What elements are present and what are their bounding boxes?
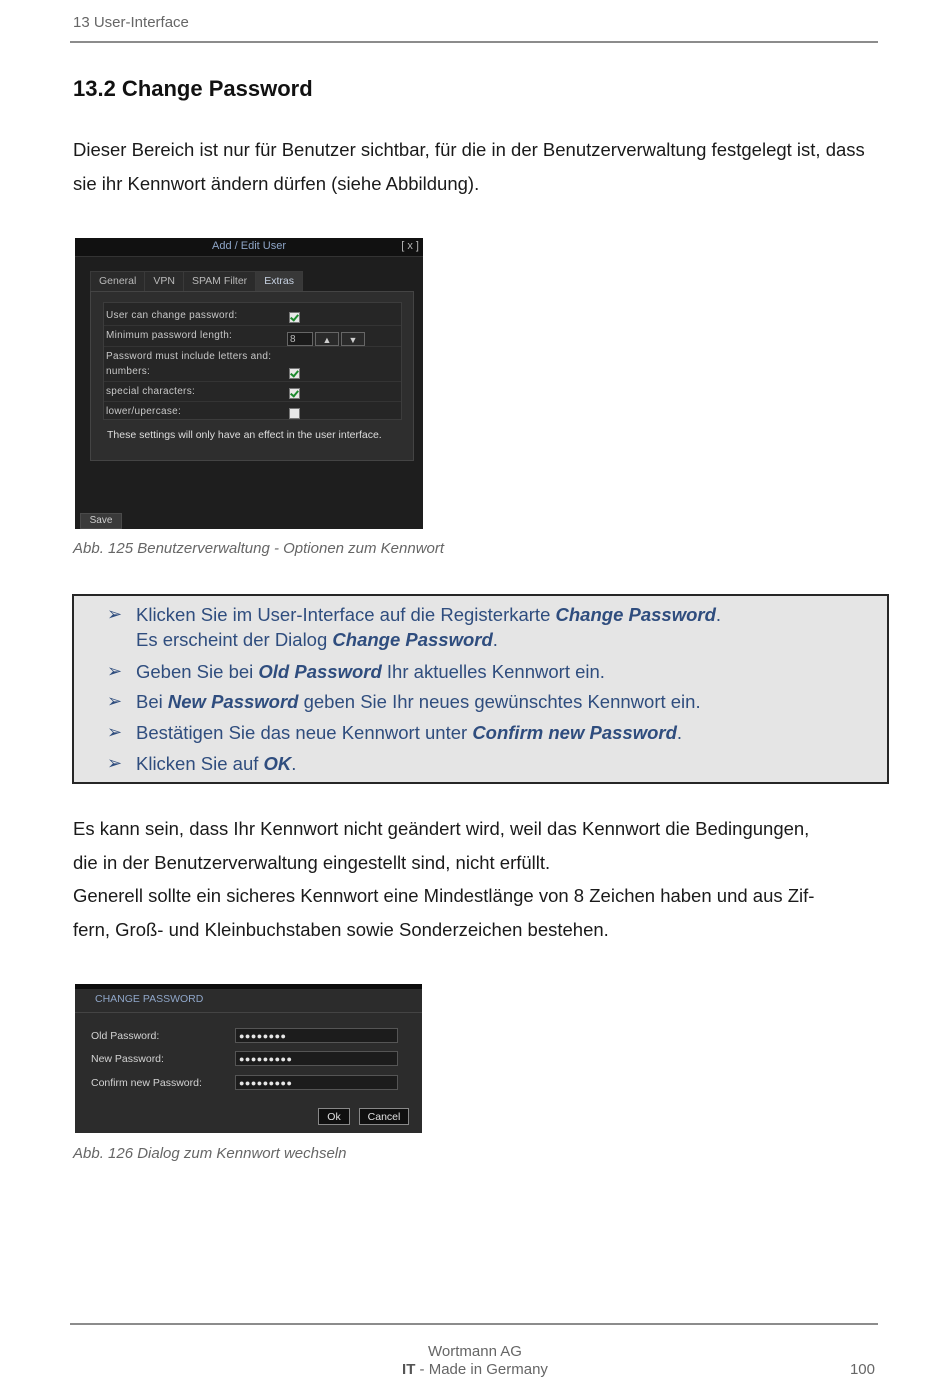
case-checkbox[interactable] [289,408,300,419]
window-title: Add / Edit User [212,240,286,252]
letters-label: Password must include letters and: [106,351,272,362]
bullet-arrow-icon: ➢ [107,722,123,742]
password-options [103,302,402,420]
save-button[interactable]: Save [80,513,122,529]
settings-note: These settings will only have an effect in the user interface. [107,429,382,441]
ok-button[interactable]: Ok [318,1108,350,1125]
step-4: Bestätigen Sie das neue Kennwort unter Confirm new Password. [136,722,683,743]
change-password-label: User can change password: [106,310,238,321]
divider [104,325,401,326]
new-password-label: New Password: [91,1053,164,1065]
bullet-arrow-icon: ➢ [107,661,123,681]
special-chars-checkbox[interactable] [289,388,300,399]
paragraph-line: Es kann sein, dass Ihr Kennwort nicht geändert wird, weil das Kennwort die Bedingungen, [73,818,810,839]
divider [104,381,401,382]
bullet-arrow-icon: ➢ [107,753,123,773]
min-length-label: Minimum password length: [106,330,233,341]
divider [104,401,401,402]
divider [104,346,401,347]
close-icon[interactable]: [ x ] [401,240,419,252]
step-2: Geben Sie bei Old Password Ihr aktuelles Kennwort ein. [136,661,605,682]
dialog-title: CHANGE PASSWORD [95,993,204,1005]
step-5: Klicken Sie auf OK. [136,753,297,774]
new-password-input[interactable]: ●●●●●●●●● [235,1051,398,1066]
page-number: 100 [849,1361,875,1378]
old-password-label: Old Password: [91,1030,160,1042]
footer-tagline: IT - Made in Germany [402,1361,548,1378]
step-1: Klicken Sie im User-Interface auf die Registerkarte Change Password. [136,604,722,625]
figure1-caption: Abb. 125 Benutzerverwaltung - Optionen zum Kennwort [73,540,445,557]
footer-rule [70,1323,878,1325]
instruction-box [72,594,889,784]
footer-company: Wortmann AG [428,1343,522,1360]
paragraph-line: Generell sollte ein sicheres Kennwort eine Mindestlänge von 8 Zeichen haben und aus Zif- [73,885,815,906]
intro-paragraph: Dieser Bereich ist nur für Benutzer sichtbar, für die in der Benutzerverwaltung festgelegt ist, dass sie ihr Kennwort ändern dürfen (siehe Abbildung). [73,139,865,194]
extras-panel [90,291,414,461]
spin-up-button[interactable]: ▲ [315,332,339,346]
running-header: 13 User-Interface [73,14,189,31]
min-length-input[interactable]: 8 [287,332,313,346]
special-chars-label: special characters: [106,386,196,397]
tab-general[interactable]: General [90,271,145,291]
paragraph-line: fern, Groß- und Kleinbuchstaben sowie Sonderzeichen bestehen. [73,918,609,940]
cancel-button[interactable]: Cancel [359,1108,409,1125]
tab-vpn[interactable]: VPN [144,271,184,291]
case-label: lower/upercase: [106,406,182,417]
add-edit-user-screenshot [75,238,423,529]
numbers-checkbox[interactable] [289,368,300,379]
dialog-top-strip [75,984,422,989]
bullet-arrow-icon: ➢ [107,604,123,624]
tab-extras[interactable]: Extras [255,271,303,291]
header-rule [70,41,878,43]
change-password-dialog-screenshot [75,984,422,1133]
confirm-password-label: Confirm new Password: [91,1077,202,1089]
change-password-checkbox[interactable] [289,312,300,323]
bullet-arrow-icon: ➢ [107,691,123,711]
figure2-caption: Abb. 126 Dialog zum Kennwort wechseln [73,1145,347,1162]
tab-spam-filter[interactable]: SPAM Filter [183,271,256,291]
confirm-password-input[interactable]: ●●●●●●●●● [235,1075,398,1090]
dialog-rule [75,1012,422,1013]
paragraph-line: die in der Benutzerverwaltung eingestellt sind, nicht erfüllt. [73,851,551,873]
window-title-bar [75,238,423,257]
spin-down-button[interactable]: ▼ [341,332,365,346]
tab-bar [90,271,302,291]
step-1-continued: Es erscheint der Dialog Change Password. [136,629,498,650]
password-requirements-paragraph [73,812,883,946]
section-title: 13.2 Change Password [73,76,313,101]
numbers-label: numbers: [106,366,151,377]
old-password-input[interactable]: ●●●●●●●● [235,1028,398,1043]
step-3: Bei New Password geben Sie Ihr neues gewünschtes Kennwort ein. [136,691,701,712]
